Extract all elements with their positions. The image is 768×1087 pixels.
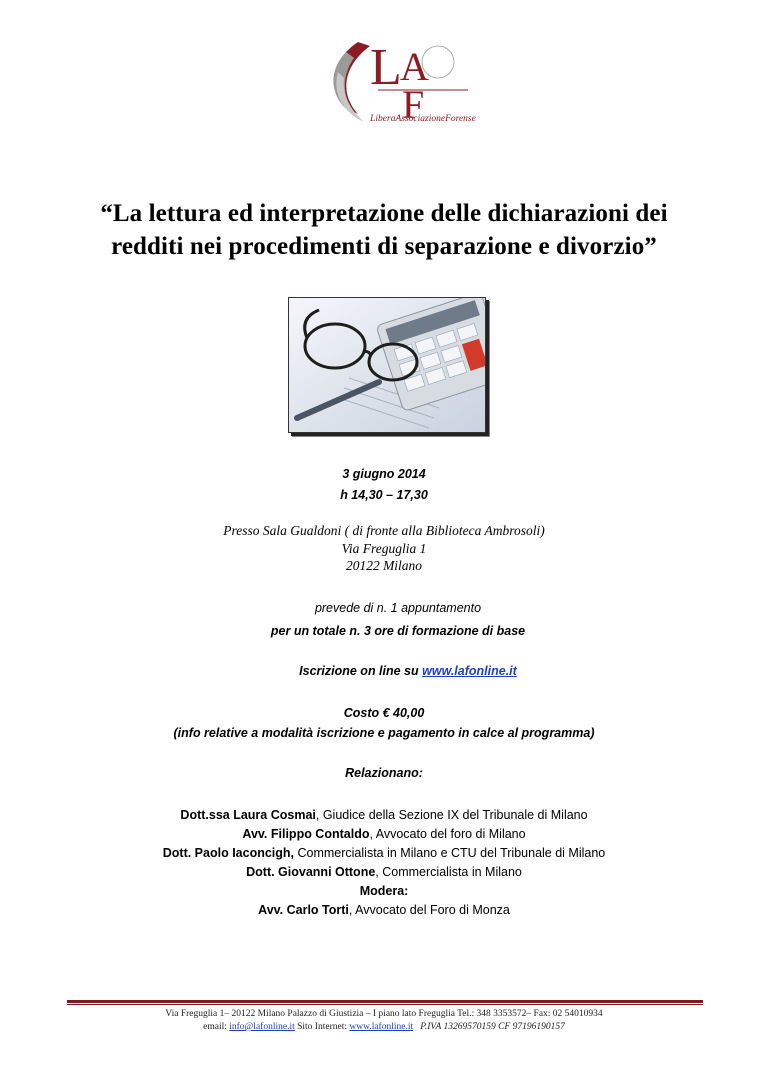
logo-letter-a: A xyxy=(400,44,429,89)
footer-contacts xyxy=(0,1021,768,1034)
logo-tagline: LiberaAssociazioneForense xyxy=(370,114,476,124)
speaker-name: Dott. Giovanni Ottone xyxy=(246,865,376,879)
footer-divider-thin xyxy=(67,1004,703,1005)
event-hours: per un totale n. 3 ore di formazione di base xyxy=(270,624,526,638)
moderator-role: , Avvocato del Foro di Monza xyxy=(348,903,510,917)
speaker-row xyxy=(0,806,768,824)
event-cost: Costo € 40,00 xyxy=(343,706,425,720)
event-time: h 14,30 – 17,30 xyxy=(340,488,428,502)
speaker-role: , Giudice della Sezione IX del Tribunale di Milano xyxy=(315,808,588,822)
speaker-name: Dott.ssa Laura Cosmai xyxy=(180,808,316,822)
speakers-heading: Relazionano: xyxy=(345,766,423,780)
page-title xyxy=(0,197,768,263)
footer-email-label: email: xyxy=(203,1022,230,1032)
logo-letter-f: F xyxy=(402,82,425,127)
moderator-heading: Modera: xyxy=(359,884,409,898)
event-date: 3 giugno 2014 xyxy=(342,467,426,481)
footer-site-link[interactable]: www.lafonline.it xyxy=(349,1022,414,1032)
event-cost-note: (info relative a modalità iscrizione e pagamento in calce al programma) xyxy=(173,726,595,740)
signup-prefix: Iscrizione on line su xyxy=(299,664,423,678)
signup-link[interactable]: www.lafonline.it xyxy=(422,664,517,678)
footer-vat: P.IVA 13269570159 CF 97196190157 xyxy=(420,1022,565,1032)
event-venue: Presso Sala Gualdoni ( di fronte alla Biblioteca Ambrosoli) xyxy=(223,523,545,538)
footer-email-link[interactable]: info@lafonline.it xyxy=(229,1022,295,1032)
title-line-2: redditi nei procedimenti di separazione e divorzio” xyxy=(111,233,657,260)
speaker-role: , Commercialista in Milano xyxy=(375,865,522,879)
moderator-name: Avv. Carlo Torti xyxy=(258,903,349,917)
footer-divider xyxy=(67,1000,703,1003)
photo-illustration xyxy=(289,298,485,432)
event-city: 20122 Milano xyxy=(345,558,423,573)
logo-letter-l: L xyxy=(370,39,402,96)
speaker-role: , Avvocato del foro di Milano xyxy=(369,827,526,841)
footer-address: Via Freguglia 1– 20122 Milano Palazzo di Giustizia – I piano lato Freguglia Tel.: 348 3353572– Fax: 02 54010934 xyxy=(165,1009,603,1019)
laf-logo xyxy=(318,22,488,132)
moderator-row xyxy=(0,901,768,919)
speaker-role: Commercialista in Milano e CTU del Tribunale di Milano xyxy=(294,846,606,860)
signup-line xyxy=(24,664,768,678)
calculator-glasses-photo xyxy=(288,297,486,433)
event-street: Via Freguglia 1 xyxy=(341,541,427,556)
footer-site-label: Sito Internet: xyxy=(294,1022,350,1032)
speaker-row xyxy=(0,863,768,881)
speaker-name: Dott. Paolo Iaconcigh, xyxy=(162,846,295,860)
speaker-name: Avv. Filippo Contaldo xyxy=(242,827,370,841)
event-appointments: prevede di n. 1 appuntamento xyxy=(314,601,482,615)
footer xyxy=(0,1008,768,1034)
title-line-1: “La lettura ed interpretazione delle dichiarazioni dei xyxy=(100,200,668,227)
speaker-row xyxy=(0,844,768,862)
speaker-row xyxy=(0,825,768,843)
